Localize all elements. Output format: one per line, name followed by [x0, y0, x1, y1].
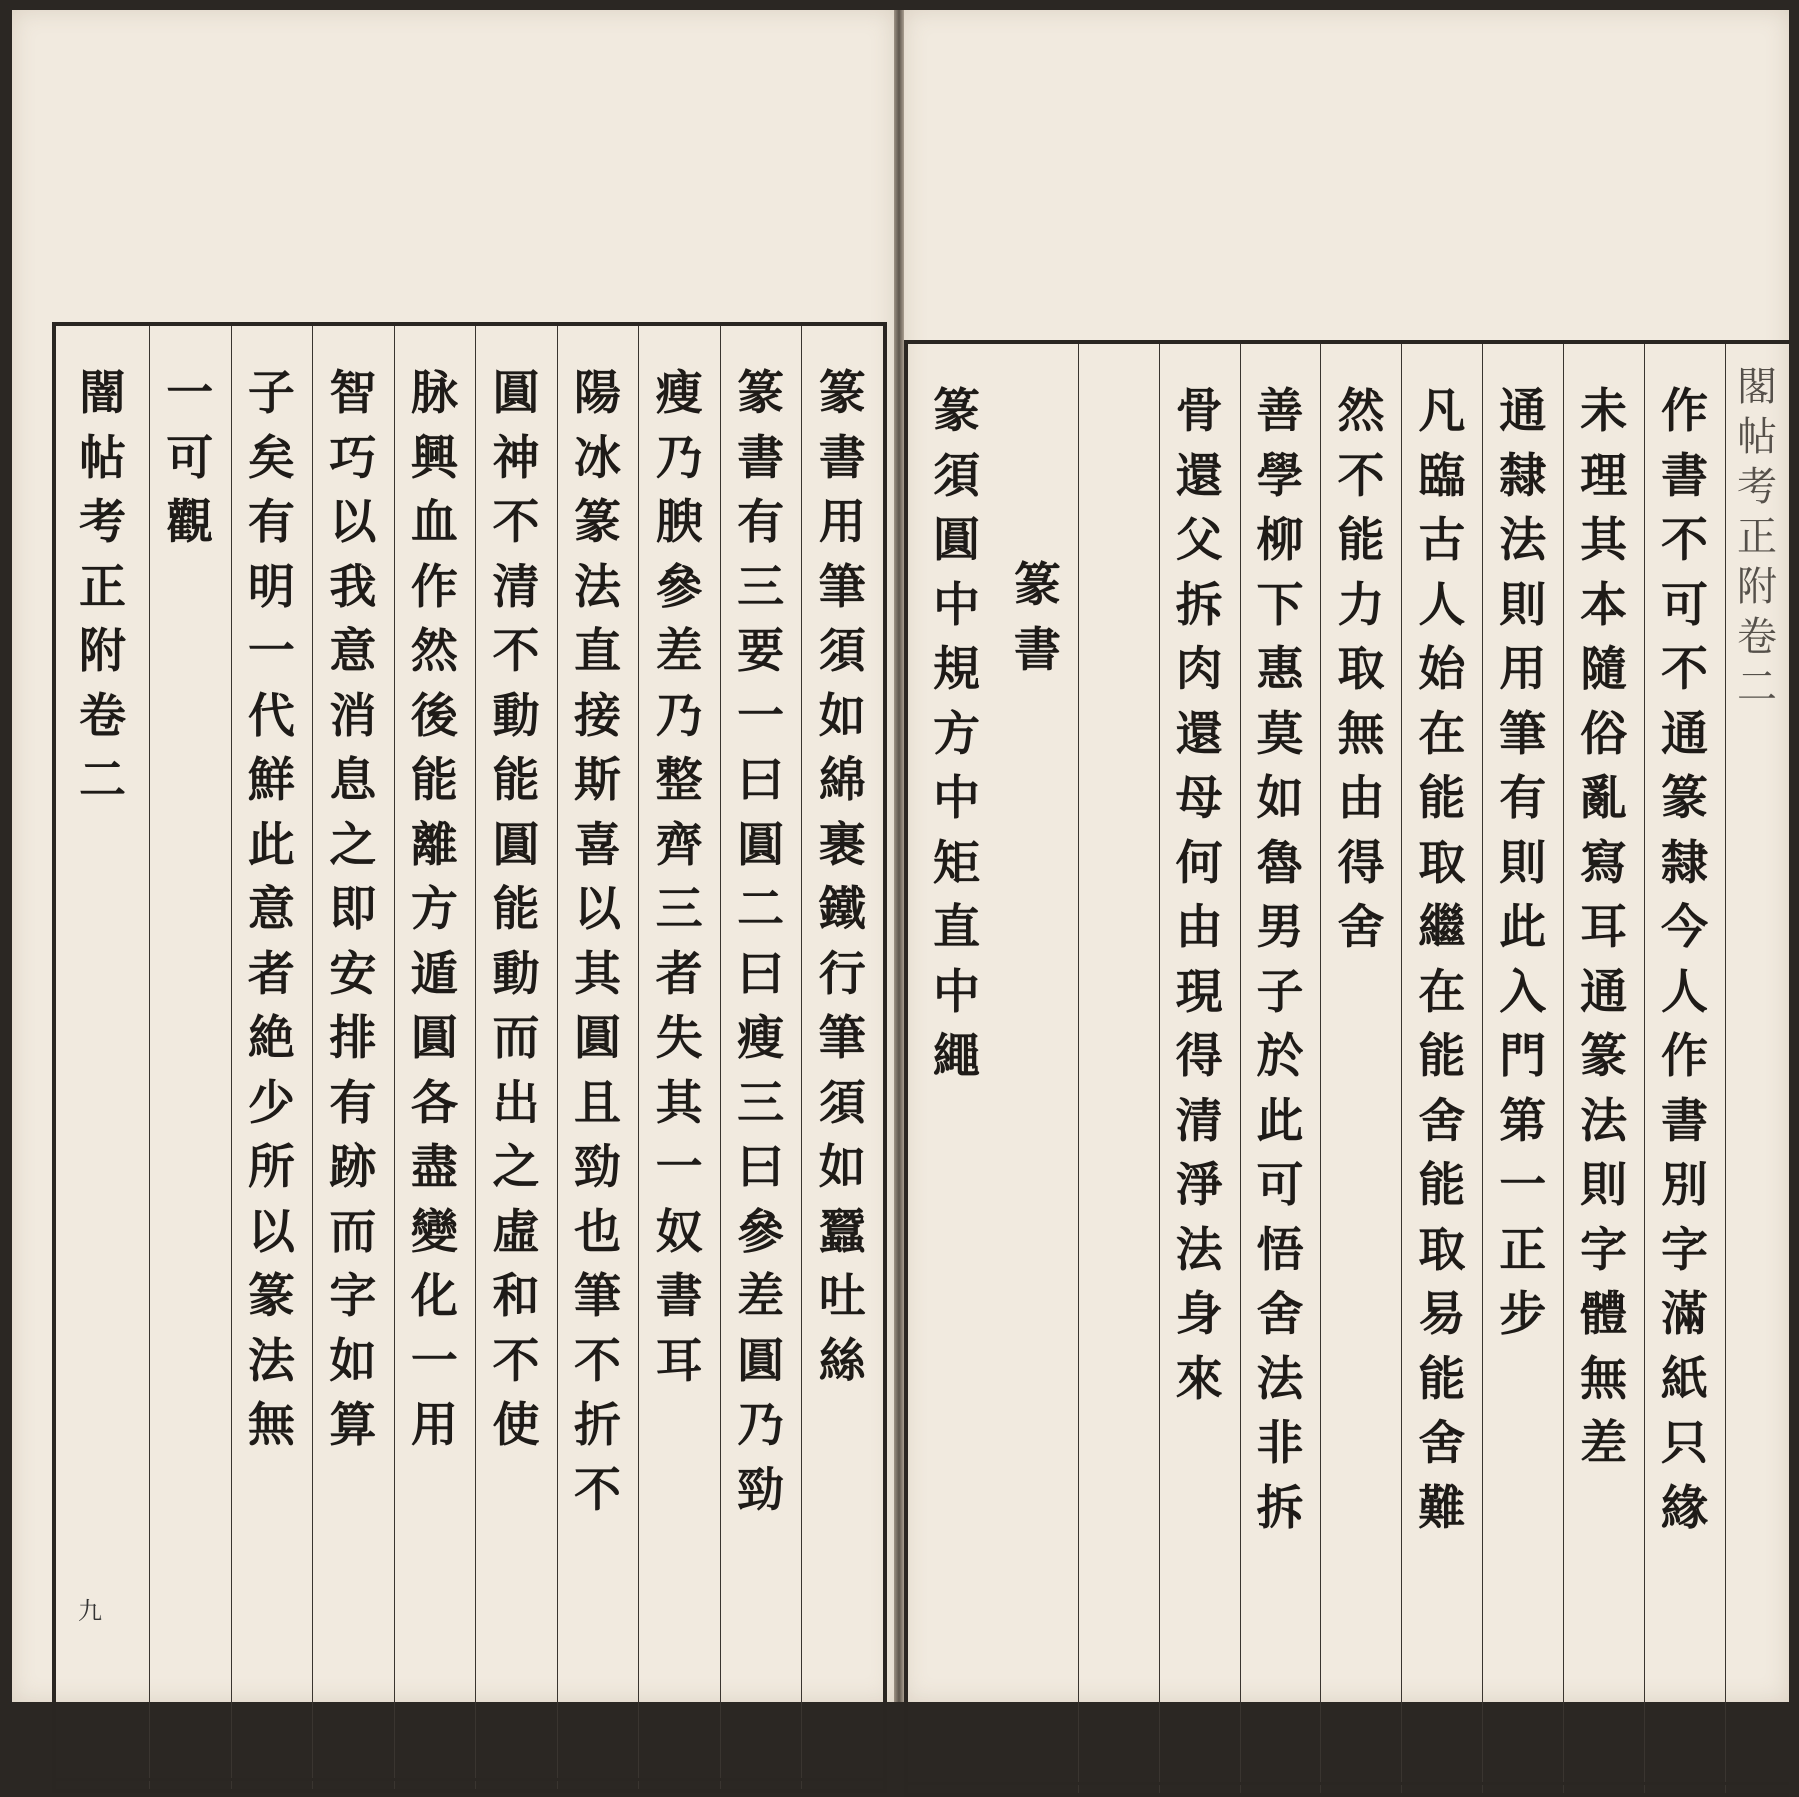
- column-text: 篆 須 圓 中 規 方 中 矩 直 中 繩: [932, 384, 980, 1084]
- text-column: [801, 326, 883, 1789]
- text-column: [1159, 344, 1241, 1793]
- text-column: [1401, 344, 1483, 1793]
- margin-title-column: [1725, 344, 1789, 1793]
- text-column: [1644, 344, 1726, 1793]
- right-page: [904, 10, 1789, 1702]
- right-text-frame: [904, 340, 1789, 1797]
- bottom-rule: [56, 1778, 883, 1781]
- text-column: [1240, 344, 1322, 1793]
- column-text: 未 理 其 本 隨 俗 亂 寫 耳 通 篆 法 則 字 體 無 差: [1580, 384, 1628, 1471]
- margin-title: 闇 帖 考 正 附 卷 二: [79, 366, 126, 808]
- column-text: 凡 臨 古 人 始 在 能 取 繼 在 能 舍 能 取 易 能 舍 難: [1418, 384, 1466, 1536]
- text-column: [312, 326, 395, 1789]
- column-text: 然 不 能 力 取 無 由 得 舍: [1337, 384, 1385, 955]
- column-text: 瘦 乃 腴 參 差 乃 整 齊 三 者 失 其 一 奴 書 耳: [655, 366, 703, 1389]
- column-text: 智 巧 以 我 意 消 息 之 即 安 排 有 跡 而 字 如 算: [329, 366, 377, 1453]
- text-column: [638, 326, 721, 1789]
- left-text-frame: [52, 322, 887, 1793]
- text-column: [1321, 344, 1403, 1793]
- left-page: [12, 10, 894, 1702]
- bottom-rule: [908, 1782, 1789, 1785]
- section-heading: 篆 書: [1013, 558, 1061, 678]
- margin-title-column: [56, 326, 150, 1789]
- column-text: 骨 還 父 拆 肉 還 母 何 由 現 得 清 淨 法 身 來: [1175, 384, 1223, 1407]
- column-text: 子 矣 有 明 一 代 鮮 此 意 者 絶 少 所 以 篆 法 無: [247, 366, 295, 1453]
- column-text: 篆 書 有 三 要 一 曰 圓 二 曰 瘦 三 曰 參 差 圓 乃 勁: [737, 366, 785, 1518]
- column-text: 脉 興 血 作 然 後 能 離 方 遁 圓 各 盡 變 化 一 用: [410, 366, 458, 1453]
- column-text: 一 可 觀: [166, 366, 214, 550]
- column-text: 圓 神 不 清 不 動 能 圓 能 動 而 出 之 虛 和 不 使: [492, 366, 540, 1453]
- book-spine: [894, 10, 904, 1702]
- text-column: [1563, 344, 1645, 1793]
- column-text: 善 學 柳 下 惠 莫 如 魯 男 子 於 此 可 悟 舍 法 非 拆: [1256, 384, 1304, 1536]
- column-text: 作 書 不 可 不 通 篆 隸 今 人 作 書 別 字 滿 紙 只 緣: [1661, 384, 1709, 1536]
- column-text: 篆 書 用 筆 須 如 綿 裹 鐵 行 筆 須 如 蠶 吐 絲: [818, 366, 866, 1389]
- column-text: 陽 冰 篆 法 直 接 斯 喜 以 其 圓 且 勁 也 筆 不 折 不: [574, 366, 622, 1518]
- column-text: 通 隸 法 則 用 筆 有 則 此 入 門 第 一 正 步: [1499, 384, 1547, 1342]
- text-column: [1078, 344, 1160, 1793]
- text-column: [1482, 344, 1564, 1793]
- text-column: [916, 344, 997, 1793]
- text-column: [149, 326, 232, 1789]
- margin-title: 閣 帖 考 正 附 卷 二: [1737, 364, 1777, 710]
- text-column: [557, 326, 640, 1789]
- text-column: [720, 326, 803, 1789]
- text-column: [394, 326, 477, 1789]
- page-number: 九: [78, 1597, 102, 1625]
- text-column: [475, 326, 558, 1789]
- section-heading-column: [997, 344, 1079, 1793]
- text-column: [231, 326, 314, 1789]
